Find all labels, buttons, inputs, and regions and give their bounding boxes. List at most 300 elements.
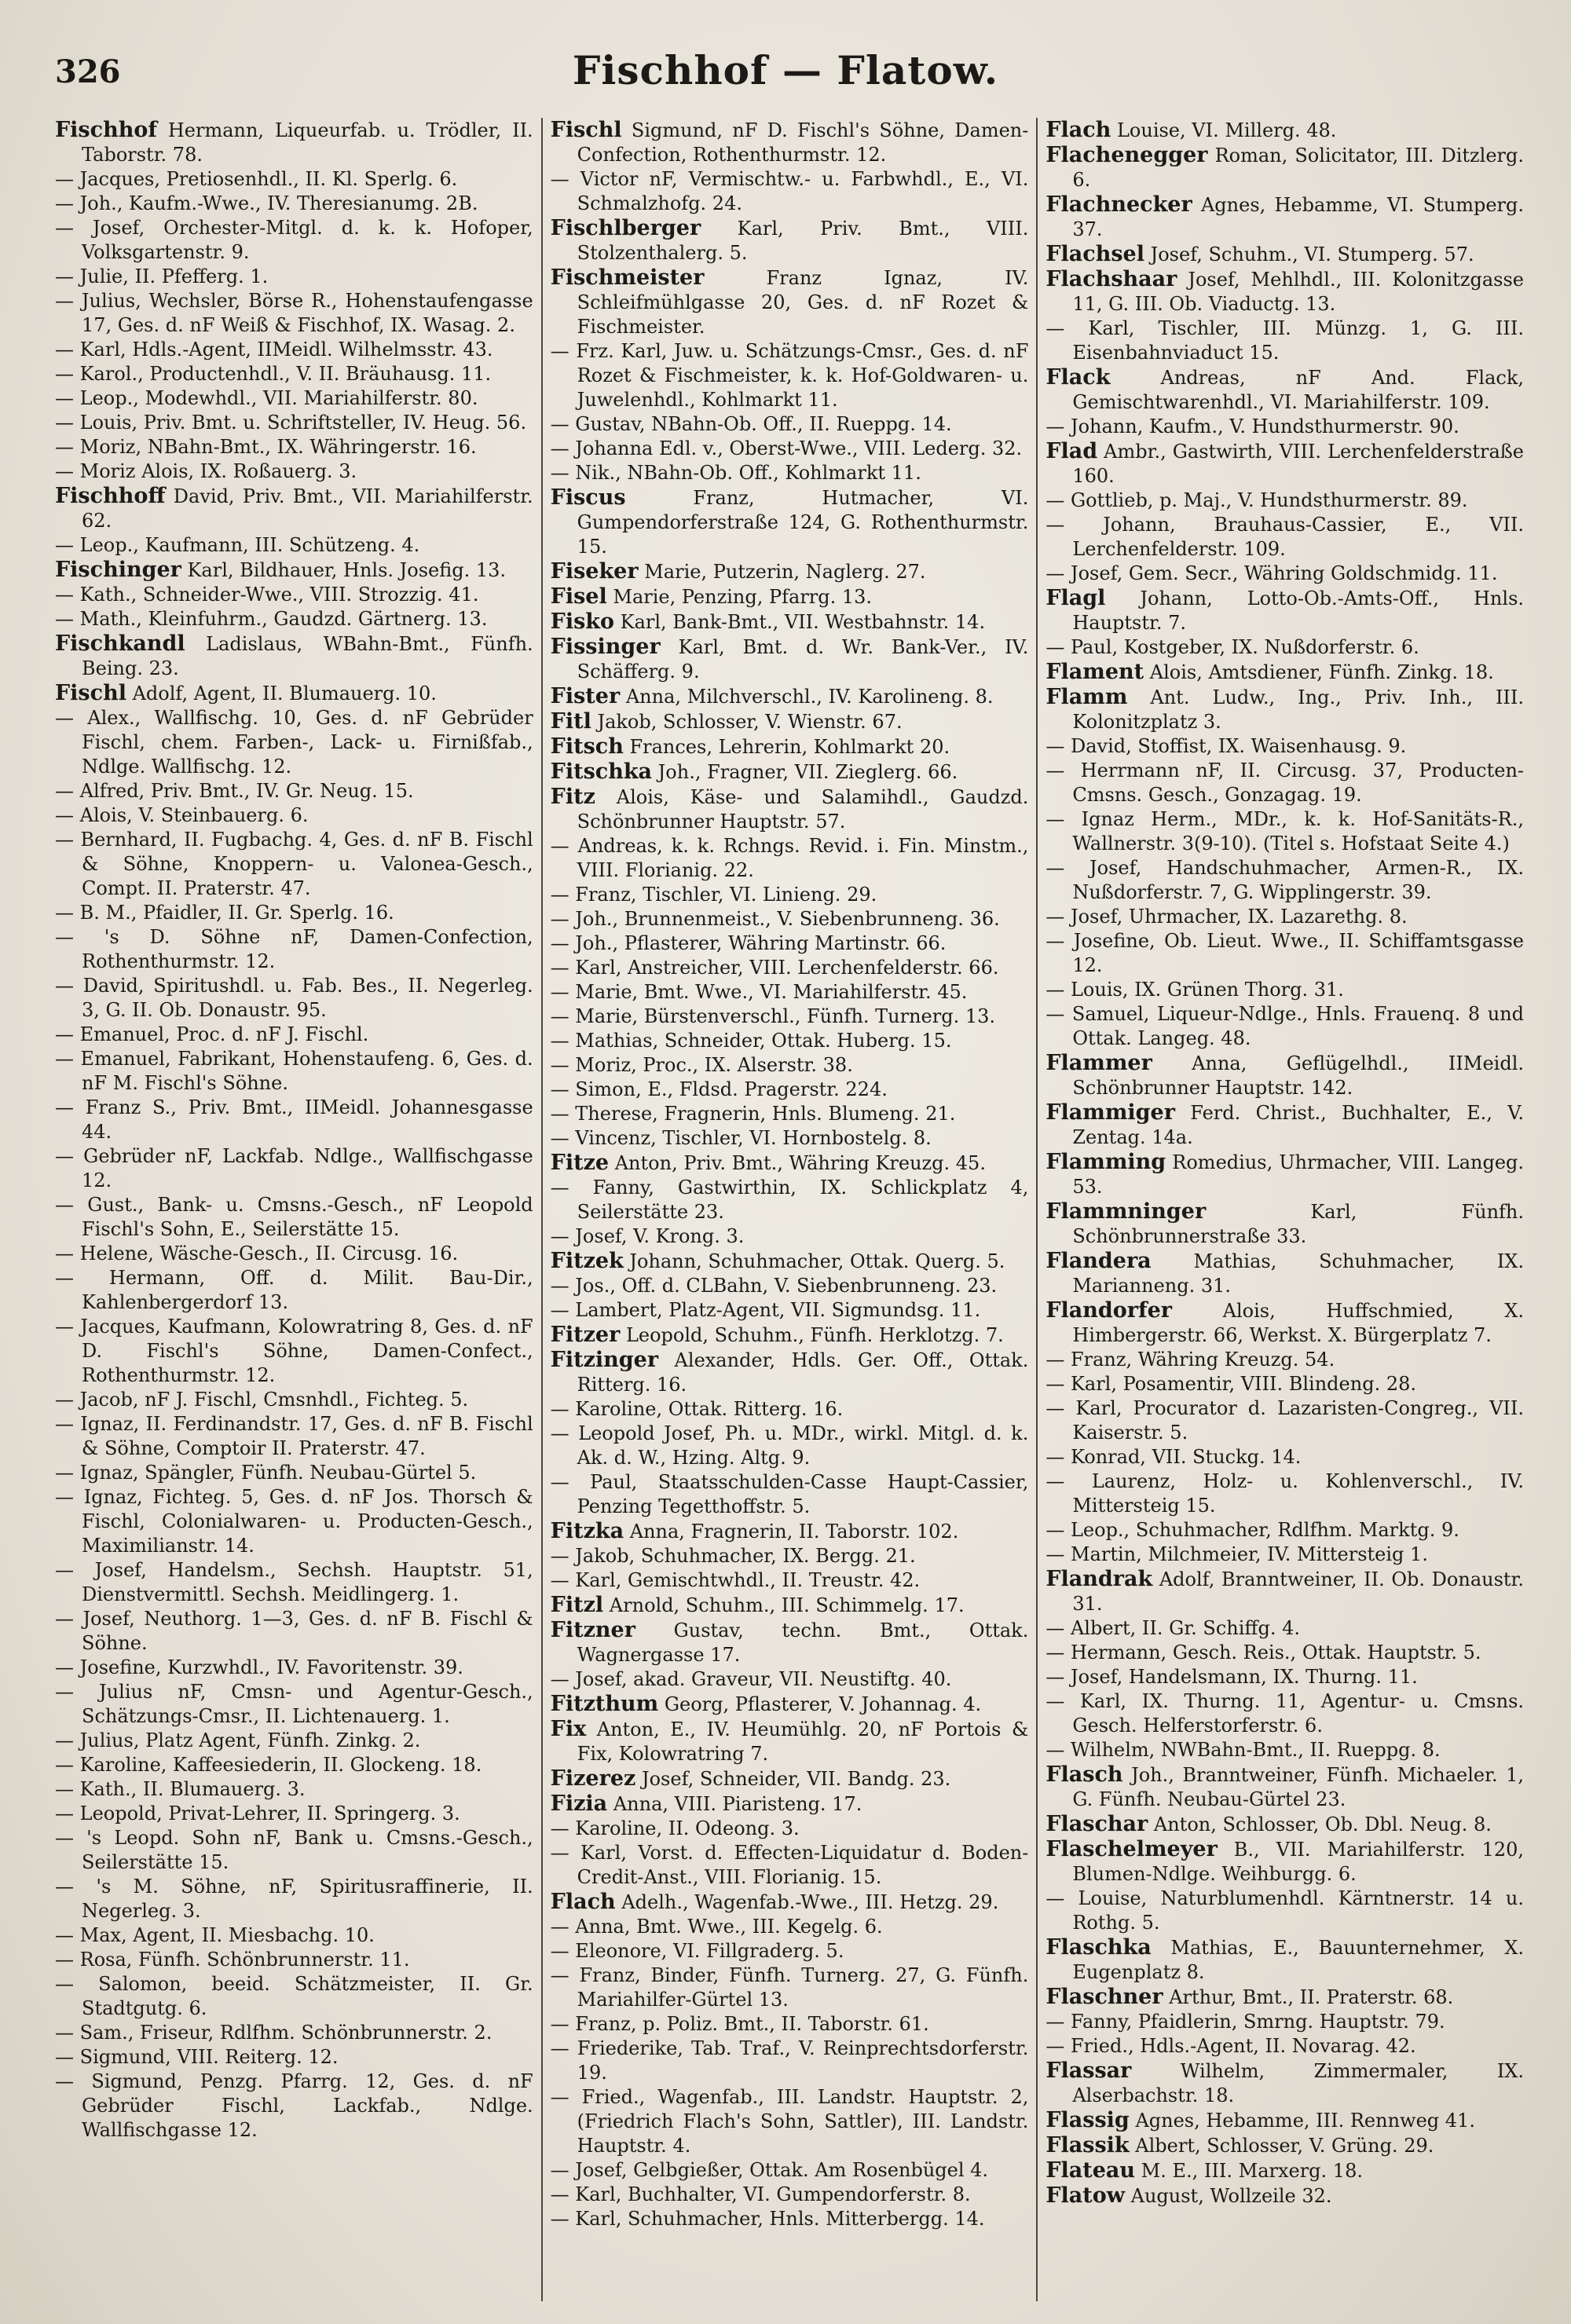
entry-details: David, Priv. Bmt., VII. Mariahilferstr. 62. [82,485,533,532]
entry-details: — Johann, Brauhaus-Cassier, E., VII. Lerchenfelderstr. 109. [1046,514,1525,560]
entry-details: — Bernhard, II. Fugbachg. 4, Ges. d. nF B. Fischl & Söhne, Knoppern- u. Valonea-Gesch., Compt. II. Praterstr. 47. [55,829,533,899]
entry-details: — Franz, p. Poliz. Bmt., II. Taborstr. 61. [550,2013,929,2035]
directory-entry [1046,2010,1524,2034]
directory-entry [55,631,533,681]
entry-surname: Fizia [550,1791,608,1816]
entry-details: Adelh., Wagenfab.-Wwe., III. Hetzg. 29. [615,1891,999,1913]
entry-details: — Gebrüder nF, Lackfab. Ndlge., Wallfischgasse 12. [55,1145,533,1191]
entry-details: — B. M., Pfaidler, II. Gr. Sperlg. 16. [55,902,394,924]
entry-details: — Karl, Schuhmacher, Hnls. Mitterbergg. 14. [550,2208,985,2230]
directory-entry [551,265,1029,339]
entry-details: Sigmund, nF D. Fischl's Söhne, Damen-Confection, Rothenthurmstr. 12. [577,119,1029,166]
entry-details: — Jakob, Schuhmacher, IX. Bergg. 21. [550,1545,916,1567]
entry-details: — Karl, Procurator d. Lazaristen-Congreg., VII. Kaiserstr. 5. [1046,1397,1525,1444]
entry-details: Alois, Huffschmied, X. Himbergerstr. 66, Werkst. X. Bürgerplatz 7. [1072,1300,1525,1346]
entry-surname: Fix [550,1717,587,1741]
entry-details: — Moriz, Proc., IX. Alserstr. 38. [550,1054,853,1076]
directory-entry [1046,1051,1524,1100]
column-1 [55,118,541,2301]
directory-entry [551,1298,1029,1323]
running-title: Fischhof — Flatow. [572,47,999,93]
entry-details: — Leopold Josef, Ph. u. MDr., wirkl. Mitgl. d. k. Ak. d. W., Hzing. Altg. 9. [550,1422,1029,1469]
directory-entry [551,1151,1029,1176]
entry-surname: Fitl [550,709,591,734]
directory-entry [551,412,1029,437]
entry-details: — Leop., Schuhmacher, Rdlfhm. Marktg. 9. [1046,1519,1459,1541]
directory-entry [551,1817,1029,1841]
entry-details: — Josef, Gem. Secr., Währing Goldschmidg. 11. [1046,562,1498,584]
entry-details: Anna, VIII. Piaristeng. 17. [607,1793,862,1815]
entry-details: — Marie, Bürstenverschl., Fünfh. Turnerg. 13. [550,1005,996,1027]
directory-entry [1046,856,1524,905]
entry-surname: Fitze [550,1151,610,1175]
entry-details: — Jacques, Kaufmann, Kolowratring 8, Ges. d. nF D. Fischl's Söhne, Damen-Confect., Rothenthurmstr. 12. [55,1316,533,1386]
entry-details: — Fanny, Pfaidlerin, Smrng. Hauptstr. 79. [1046,2011,1445,2033]
entry-details: — Emanuel, Fabrikant, Hohenstaufeng. 6, Ges. d. nF M. Fischl's Söhne. [55,1048,533,1094]
entry-details: — David, Spiritushdl. u. Fab. Bes., II. Negerleg. 3, G. II. Ob. Donaustr. 95. [55,975,533,1021]
entry-details: Leopold, Schuhm., Fünfh. Herklotzg. 7. [620,1324,1004,1346]
directory-entry [55,1388,533,1412]
entry-details: — Louis, IX. Grünen Thorg. 31. [1046,979,1344,1001]
directory-entry [1046,317,1524,365]
entry-details: — Ignaz, Fichteg. 5, Ges. d. nF Jos. Thorsch & Fischl, Colonialwaren- u. Producten-Gesch., Maximilianstr. 14. [55,1486,533,1557]
directory-entry [55,1193,533,1242]
entry-surname: Fischhoff [55,484,166,508]
entry-details: — Gust., Bank- u. Cmsns.-Gesch., nF Leopold Fischl's Sohn, E., Seilerstätte 15. [55,1194,533,1240]
directory-entry [551,1519,1029,1544]
entry-details: Agnes, Hebamme, VI. Stumperg. 37. [1072,194,1525,240]
directory-entry [55,2021,533,2045]
entry-surname: Flamming [1046,1150,1166,1174]
directory-entry [1046,2059,1524,2108]
entry-surname: Fitzinger [550,1348,659,1372]
entry-details: — Rosa, Fünfh. Schönbrunnerstr. 11. [55,1949,410,1971]
directory-entry [55,1923,533,1948]
directory-entry [551,1249,1029,1274]
entry-details: Mathias, Schuhmacher, IX. Marianneng. 31. [1072,1250,1525,1297]
entry-details: Anna, Geflügelhdl., IIMeidl. Schönbrunner Hauptstr. 142. [1072,1052,1525,1099]
entry-details: — Franz S., Priv. Bmt., IIMeidl. Johannesgasse 44. [55,1096,533,1143]
directory-entry [55,2070,533,2143]
directory-entry [55,1680,533,1729]
entry-details: — David, Stoffist, IX. Waisenhausg. 9. [1046,735,1407,757]
entry-surname: Fitz [550,785,595,809]
entry-details: — Ignaz Herm., MDr., k. k. Hof-Sanitäts-R., Wallnerstr. 3(9-10). (Titel s. Hofstaat Seite 4.) [1046,808,1525,855]
directory-entry [55,2045,533,2070]
entry-details: — Karoline, Ottak. Ritterg. 16. [550,1398,844,1420]
entry-details: — Andreas, k. k. Rchngs. Revid. i. Fin. Minstm., VIII. Florianig. 22. [550,835,1029,881]
entry-surname: Fiseker [550,559,639,584]
entry-details: Alois, Käse- und Salamihdl., Gaudzd. Schönbrunner Hauptstr. 57. [577,786,1029,833]
directory-entry [1046,660,1524,685]
entry-details: — Herrmann nF, II. Circusg. 37, Producten-Cmsns. Gesch., Gonzagag. 19. [1046,759,1525,806]
directory-entry [55,901,533,925]
directory-entry [551,1397,1029,1422]
entry-details: — Alfred, Priv. Bmt., IV. Gr. Neug. 15. [55,780,414,802]
directory-entry [1046,2133,1524,2158]
directory-entry [1046,734,1524,759]
directory-entry [551,931,1029,956]
directory-entry [551,485,1029,559]
directory-entry [55,1144,533,1193]
entry-surname: Fischkandl [55,631,185,656]
entry-details: Louise, VI. Millerg. 48. [1111,119,1337,141]
entry-details: Anna, Milchverschl., IV. Karolineng. 8. [620,686,994,708]
entry-details: — Ignaz, Spängler, Fünfh. Neubau-Gürtel 5. [55,1462,477,1484]
entry-details: — Julie, II. Pfefferg. 1. [55,265,269,287]
directory-entry [55,1777,533,1802]
entry-surname: Flachenegger [1046,143,1208,167]
entry-details: Anna, Fragnerin, II. Taborstr. 102. [624,1521,959,1543]
entry-details: Roman, Solicitator, III. Ditzlerg. 6. [1072,145,1525,191]
directory-entry [55,1972,533,2021]
entry-details: — Fanny, Gastwirthin, IX. Schlickplatz 4, Seilerstätte 23. [550,1177,1029,1223]
entry-details: Arthur, Bmt., II. Praterstr. 68. [1163,1986,1454,2008]
directory-entry [55,533,533,558]
directory-entry [551,1667,1029,1692]
page-number: 326 [55,53,121,90]
entry-surname: Fitzl [550,1593,604,1617]
directory-entry [551,559,1029,584]
directory-entry [551,1692,1029,1717]
entry-details: — Max, Agent, II. Miesbachg. 10. [55,1924,375,1946]
entry-details: — Fried., Wagenfab., III. Landstr. Hauptstr. 2, (Friedrich Flach's Sohn, Sattler), III. Landstr. Hauptstr. 4. [550,2086,1029,2157]
entry-details: — Josef, Handelsm., Sechsh. Hauptstr. 51, Dienstvermittl. Sechsh. Meidlingerg. 1. [55,1559,533,1605]
directory-entry [1046,1665,1524,1689]
entry-surname: Flack [1046,365,1111,390]
entry-details: — Kath., II. Blumauerg. 3. [55,1778,306,1800]
directory-entry [55,192,533,216]
entry-details: — Mathias, Schneider, Ottak. Huberg. 15. [550,1030,952,1052]
entry-surname: Flach [1046,118,1111,142]
entry-details: — Moriz, NBahn-Bmt., IX. Währingerstr. 16. [55,436,477,458]
directory-entry [551,1102,1029,1126]
directory-entry [551,883,1029,907]
entry-surname: Flamm [1046,685,1128,709]
entry-surname: Fischmeister [550,265,705,290]
entry-details: — Josef, Orchester-Mitgl. d. k. k. Hofoper, Volksgartenstr. 9. [55,217,533,263]
entry-details: — Jos., Off. d. CLBahn, V. Siebenbrunneng. 23. [550,1275,998,1297]
entry-surname: Fitsch [550,734,624,759]
directory-entry [551,1841,1029,1890]
entry-details: — Sam., Friseur, Rdlfhm. Schönbrunnerstr. 2. [55,2022,493,2044]
entry-details: Wilhelm, Zimmermaler, IX. Alserbachstr. 18. [1072,2060,1525,2106]
directory-entry [551,1422,1029,1470]
entry-details: — Karoline, II. Odeong. 3. [550,1817,800,1839]
directory-entry [551,2158,1029,2183]
entry-details: — Joh., Kaufm.-Wwe., IV. Theresianumg. 2B. [55,192,478,214]
entry-details: Jakob, Schlosser, V. Wienstr. 67. [591,711,903,733]
entry-details: — Louis, Priv. Bmt. u. Schriftsteller, IV. Heug. 56. [55,412,527,434]
entry-surname: Flammninger [1046,1199,1207,1224]
entry-details: — Julius nF, Cmsn- und Agentur-Gesch., Schätzungs-Cmsr., II. Lichtenauerg. 1. [55,1681,533,1727]
entry-details: Karl, Bildhauer, Hnls. Josefig. 13. [181,559,507,581]
directory-entry [1046,1445,1524,1469]
directory-entry [55,974,533,1023]
directory-entry [551,2037,1029,2085]
entry-details: Ladislaus, WBahn-Bmt., Fünfh. Being. 23. [82,633,533,679]
entry-surname: Fitzner [550,1618,635,1642]
directory-entry [1046,2034,1524,2059]
directory-entry [551,1791,1029,1817]
directory-columns [55,118,1532,2301]
entry-surname: Fitzer [550,1323,621,1347]
directory-entry [55,1607,533,1656]
entry-details: — Lambert, Platz-Agent, VII. Sigmundsg. 11. [550,1299,981,1321]
entry-details: — Josef, Handelsmann, IX. Thurng. 11. [1046,1666,1418,1688]
directory-entry [55,1047,533,1096]
entry-surname: Fitzka [550,1519,624,1543]
directory-entry [551,834,1029,883]
entry-details: Marie, Putzerin, Naglerg. 27. [638,561,926,583]
directory-entry [1046,1100,1524,1150]
entry-details: — Moriz Alois, IX. Roßauerg. 3. [55,460,357,482]
entry-surname: Fischl [55,681,126,705]
entry-details: Alois, Amtsdiener, Fünfh. Zinkg. 18. [1144,661,1494,683]
directory-entry [55,1656,533,1680]
directory-entry [1046,365,1524,415]
entry-details: Karl, Fünfh. Schönbrunnerstraße 33. [1072,1201,1525,1247]
entry-details: Georg, Pflasterer, V. Johannag. 4. [658,1693,982,1715]
directory-entry [55,1242,533,1266]
entry-details: — Leop., Modewhdl., VII. Mariahilferstr. 80. [55,387,478,409]
entry-details: — Karl, Hdls.-Agent, IIMeidl. Wilhelmsstr. 43. [55,339,493,360]
directory-entry [551,1348,1029,1397]
directory-entry [1046,2158,1524,2183]
entry-details: — Josef, V. Krong. 3. [550,1225,745,1247]
directory-entry [551,437,1029,461]
entry-surname: Flasch [1046,1762,1123,1787]
directory-entry [1046,685,1524,734]
entry-surname: Flaschner [1046,1985,1163,2009]
directory-entry [551,1618,1029,1667]
directory-entry [551,216,1029,265]
directory-entry [551,1224,1029,1249]
directory-entry [1046,1298,1524,1348]
directory-entry [1046,513,1524,562]
directory-entry [551,2085,1029,2158]
directory-entry [551,167,1029,216]
entry-details: — Joh., Pflasterer, Währing Martinstr. 66. [550,932,947,954]
entry-details: — Wilhelm, NWBahn-Bmt., II. Rueppg. 8. [1046,1739,1441,1761]
entry-details: August, Wollzeile 32. [1125,2185,1332,2207]
directory-entry [551,759,1029,785]
entry-details: Frances, Lehrerin, Kohlmarkt 20. [623,736,950,758]
directory-entry [551,785,1029,834]
entry-surname: Fitschka [550,759,653,784]
directory-entry [55,411,533,435]
entry-details: — Frz. Karl, Juw. u. Schätzungs-Cmsr., Ges. d. nF Rozet & Fischmeister, k. k. Hof-Goldwaren- u. Juwelenhdl., Kohlmarkt 11. [550,340,1029,411]
entry-details: — Vincenz, Tischler, VI. Hornbostelg. 8. [550,1127,932,1149]
directory-entry [551,1593,1029,1618]
directory-entry [1046,759,1524,807]
entry-surname: Flassig [1046,2108,1130,2132]
entry-details: Karl, Bank-Bmt., VII. Westbahnstr. 14. [614,611,986,633]
entry-details: Marie, Penzing, Pfarrg. 13. [606,586,873,608]
entry-details: — Josef, Neuthorg. 1—3, Ges. d. nF B. Fischl & Söhne. [55,1608,533,1654]
entry-details: M. E., III. Marxerg. 18. [1135,2160,1363,2182]
entry-details: — Salomon, beeid. Schätzmeister, II. Gr. Stadtgutg. 6. [55,1973,533,2019]
entry-surname: Flaschka [1046,1935,1152,1960]
directory-entry [551,2207,1029,2231]
entry-details: — Franz, Währing Kreuzg. 54. [1046,1349,1335,1371]
entry-surname: Fischinger [55,558,181,582]
entry-details: — Julius, Platz Agent, Fünfh. Zinkg. 2. [55,1729,421,1751]
entry-details: — Leopold, Privat-Lehrer, II. Springerg. 3. [55,1802,460,1824]
entry-surname: Flaschelmeyer [1046,1837,1218,1861]
entry-details: Mathias, E., Bauunternehmer, X. Eugenplatz 8. [1072,1937,1525,1983]
directory-entry [551,2012,1029,2037]
entry-surname: Flassar [1046,2059,1132,2083]
directory-entry [1046,1396,1524,1445]
directory-entry [1046,1249,1524,1298]
entry-details: — Martin, Milchmeier, IV. Mittersteig 1. [1046,1543,1428,1565]
directory-entry [551,1544,1029,1568]
directory-entry [1046,118,1524,143]
entry-details: — Ignaz, II. Ferdinandstr. 17, Ges. d. nF B. Fischl & Söhne, Comptoir II. Praterstr. 47. [55,1413,533,1459]
entry-details: — Hermann, Gesch. Reis., Ottak. Hauptstr. 5. [1046,1641,1481,1663]
directory-entry [551,1890,1029,1915]
directory-entry [1046,1641,1524,1665]
directory-entry [551,1766,1029,1791]
directory-entry [551,1053,1029,1078]
entry-surname: Fisko [550,609,615,634]
entry-details: — Albert, II. Gr. Schiffg. 4. [1046,1617,1300,1639]
entry-details: — Friederike, Tab. Traf., V. Reinprechtsdorferstr. 19. [550,2037,1029,2084]
entry-details: Karl, Priv. Bmt., VIII. Stolzenthalerg. 5. [577,218,1029,264]
directory-entry [55,583,533,607]
directory-entry [551,339,1029,412]
entry-details: — Franz, Binder, Fünfh. Turnerg. 27, G. Fünfh. Mariahilfer-Gürtel 13. [550,1964,1029,2011]
directory-entry [55,925,533,974]
entry-surname: Fischhof [55,118,157,142]
directory-entry [1046,489,1524,513]
directory-entry [1046,905,1524,929]
entry-details: — Johanna Edl. v., Oberst-Wwe., VIII. Lederg. 32. [550,437,1023,459]
entry-surname: Flammer [1046,1051,1152,1075]
directory-entry [55,1266,533,1315]
directory-entry [551,1717,1029,1766]
entry-details: — Jacques, Pretiosenhdl., II. Kl. Sperlg. 6. [55,168,458,190]
directory-entry [55,803,533,828]
directory-entry [55,289,533,338]
entry-details: — Math., Kleinfuhrm., Gaudzd. Gärtnerg. 13. [55,608,488,630]
entry-details: — Kath., Schneider-Wwe., VIII. Strozzig. 41. [55,584,479,606]
entry-surname: Fiscus [550,485,626,510]
entry-details: — Marie, Bmt. Wwe., VI. Mariahilferstr. 45. [550,981,968,1003]
entry-details: — Hermann, Off. d. Milit. Bau-Dir., Kahlenbergerdorf 13. [55,1267,533,1313]
entry-details: Hermann, Liqueurfab. u. Trödler, II. Taborstr. 78. [82,119,533,166]
entry-details: — Josef, akad. Graveur, VII. Neustiftg. 40. [550,1668,952,1690]
entry-details: — Nik., NBahn-Ob. Off., Kohlmarkt 11. [550,462,921,484]
entry-surname: Fissinger [550,635,661,659]
directory-entry [1046,1543,1524,1567]
entry-details: — Johann, Kaufm., V. Hundsthurmerstr. 90. [1046,415,1459,437]
entry-details: — 's D. Söhne nF, Damen-Confection, Rothenthurmstr. 12. [55,926,533,972]
directory-entry [55,167,533,192]
directory-entry [1046,1348,1524,1372]
entry-details: — Therese, Fragnerin, Hnls. Blumeng. 21. [550,1103,956,1125]
entry-details: — Sigmund, Penzg. Pfarrg. 12, Ges. d. nF Gebrüder Fischl, Lackfab., Ndlge. Wallfischgasse 12. [55,2070,533,2141]
column-3 [1036,118,1532,2301]
directory-entry [1046,807,1524,856]
directory-entry [1046,635,1524,660]
entry-details: — Josefine, Kurzwhdl., IV. Favoritenstr. 39. [55,1656,463,1678]
entry-details: Josef, Schuhm., VI. Stumperg. 57. [1144,243,1474,265]
entry-details: — Helene, Wäsche-Gesch., II. Circusg. 16. [55,1243,459,1264]
directory-entry [55,1485,533,1558]
directory-entry [55,1948,533,1972]
entry-details: Johann, Lotto-Ob.-Amts-Off., Hnls. Hauptstr. 7. [1072,587,1525,634]
directory-entry [1046,415,1524,439]
entry-details: Josef, Mehlhdl., III. Kolonitzgasse 11, G. III. Ob. Viaductg. 13. [1072,269,1525,315]
entry-surname: Flachshaar [1046,267,1177,291]
entry-surname: Flassik [1046,2133,1130,2157]
entry-surname: Flandorfer [1046,1298,1173,1323]
directory-entry [1046,2108,1524,2133]
entry-details: Ferd. Christ., Buchhalter, E., V. Zentag. 14a. [1072,1102,1525,1148]
directory-entry [55,118,533,167]
directory-entry [551,1126,1029,1151]
entry-details: — Karl, Tischler, III. Münzg. 1, G. III. Eisenbahnviaduct 15. [1046,317,1525,364]
entry-details: Anton, Priv. Bmt., Währing Kreuzg. 45. [609,1152,986,1174]
entry-details: — Josef, Handschuhmacher, Armen-R., IX. Nußdorferstr. 7, G. Wipplingerstr. 39. [1046,857,1525,903]
directory-entry [55,216,533,265]
directory-entry [1046,1837,1524,1887]
directory-entry [1046,586,1524,635]
directory-entry [551,584,1029,609]
directory-entry [55,706,533,779]
entry-surname: Fischlberger [550,216,701,240]
entry-details: Adolf, Branntweiner, II. Ob. Donaustr. 31. [1072,1568,1525,1615]
directory-entry [1046,562,1524,586]
directory-entry [55,1875,533,1923]
directory-entry [55,1826,533,1875]
entry-details: — Sigmund, VIII. Reiterg. 12. [55,2046,339,2068]
entry-details: — Paul, Kostgeber, IX. Nußdorferstr. 6. [1046,636,1419,658]
directory-entry [1046,267,1524,317]
entry-details: Anton, E., IV. Heumühlg. 20, nF Portois & Fix, Kolowratring 7. [577,1718,1029,1765]
directory-entry [1046,1935,1524,1985]
entry-details: Albert, Schlosser, V. Grüng. 29. [1129,2135,1434,2157]
directory-entry [1046,1616,1524,1641]
directory-entry [1046,1002,1524,1051]
entry-details: — Alois, V. Steinbauerg. 6. [55,804,309,826]
entry-details: — Samuel, Liqueur-Ndlge., Hnls. Frauenq. 8 und Ottak. Langeg. 48. [1046,1003,1525,1049]
entry-details: — Josef, Gelbgießer, Ottak. Am Rosenbügel 4. [550,2159,989,2181]
directory-entry [551,1568,1029,1593]
entry-details: — Joh., Brunnenmeist., V. Siebenbrunneng. 36. [550,908,1000,930]
entry-details: — Julius, Wechsler, Börse R., Hohenstaufengasse 17, Ges. d. nF Weiß & Fischhof, IX. Wasag. 2. [55,290,533,336]
directory-entry [551,609,1029,635]
entry-details: Josef, Schneider, VII. Bandg. 23. [635,1768,951,1790]
directory-entry [55,265,533,289]
entry-details: — Simon, E., Fldsd. Pragerstr. 224. [550,1078,888,1100]
directory-entry [55,1729,533,1753]
directory-entry [551,118,1029,167]
entry-details: — Victor nF, Vermischtw.- u. Farbwhdl., E., VI. Schmalzhofg. 24. [550,168,1029,214]
entry-details: Anton, Schlosser, Ob. Dbl. Neug. 8. [1148,1813,1492,1835]
entry-details: — Fried., Hdls.-Agent, II. Novarag. 42. [1046,2035,1416,2057]
entry-details: — Karl, Vorst. d. Effecten-Liquidatur d. Boden-Credit-Anst., VIII. Florianig. 15. [550,1842,1029,1888]
entry-details: — Karl, Anstreicher, VIII. Lerchenfelderstr. 66. [550,957,999,979]
entry-surname: Flad [1046,439,1098,463]
column-2 [541,118,1037,2301]
entry-details: Johann, Schuhmacher, Ottak. Querg. 5. [623,1250,1005,1272]
directory-entry [55,828,533,901]
entry-details: — 's Leopd. Sohn nF, Bank u. Cmsns.-Gesch., Seilerstätte 15. [55,1827,533,1873]
entry-surname: Flament [1046,660,1144,684]
